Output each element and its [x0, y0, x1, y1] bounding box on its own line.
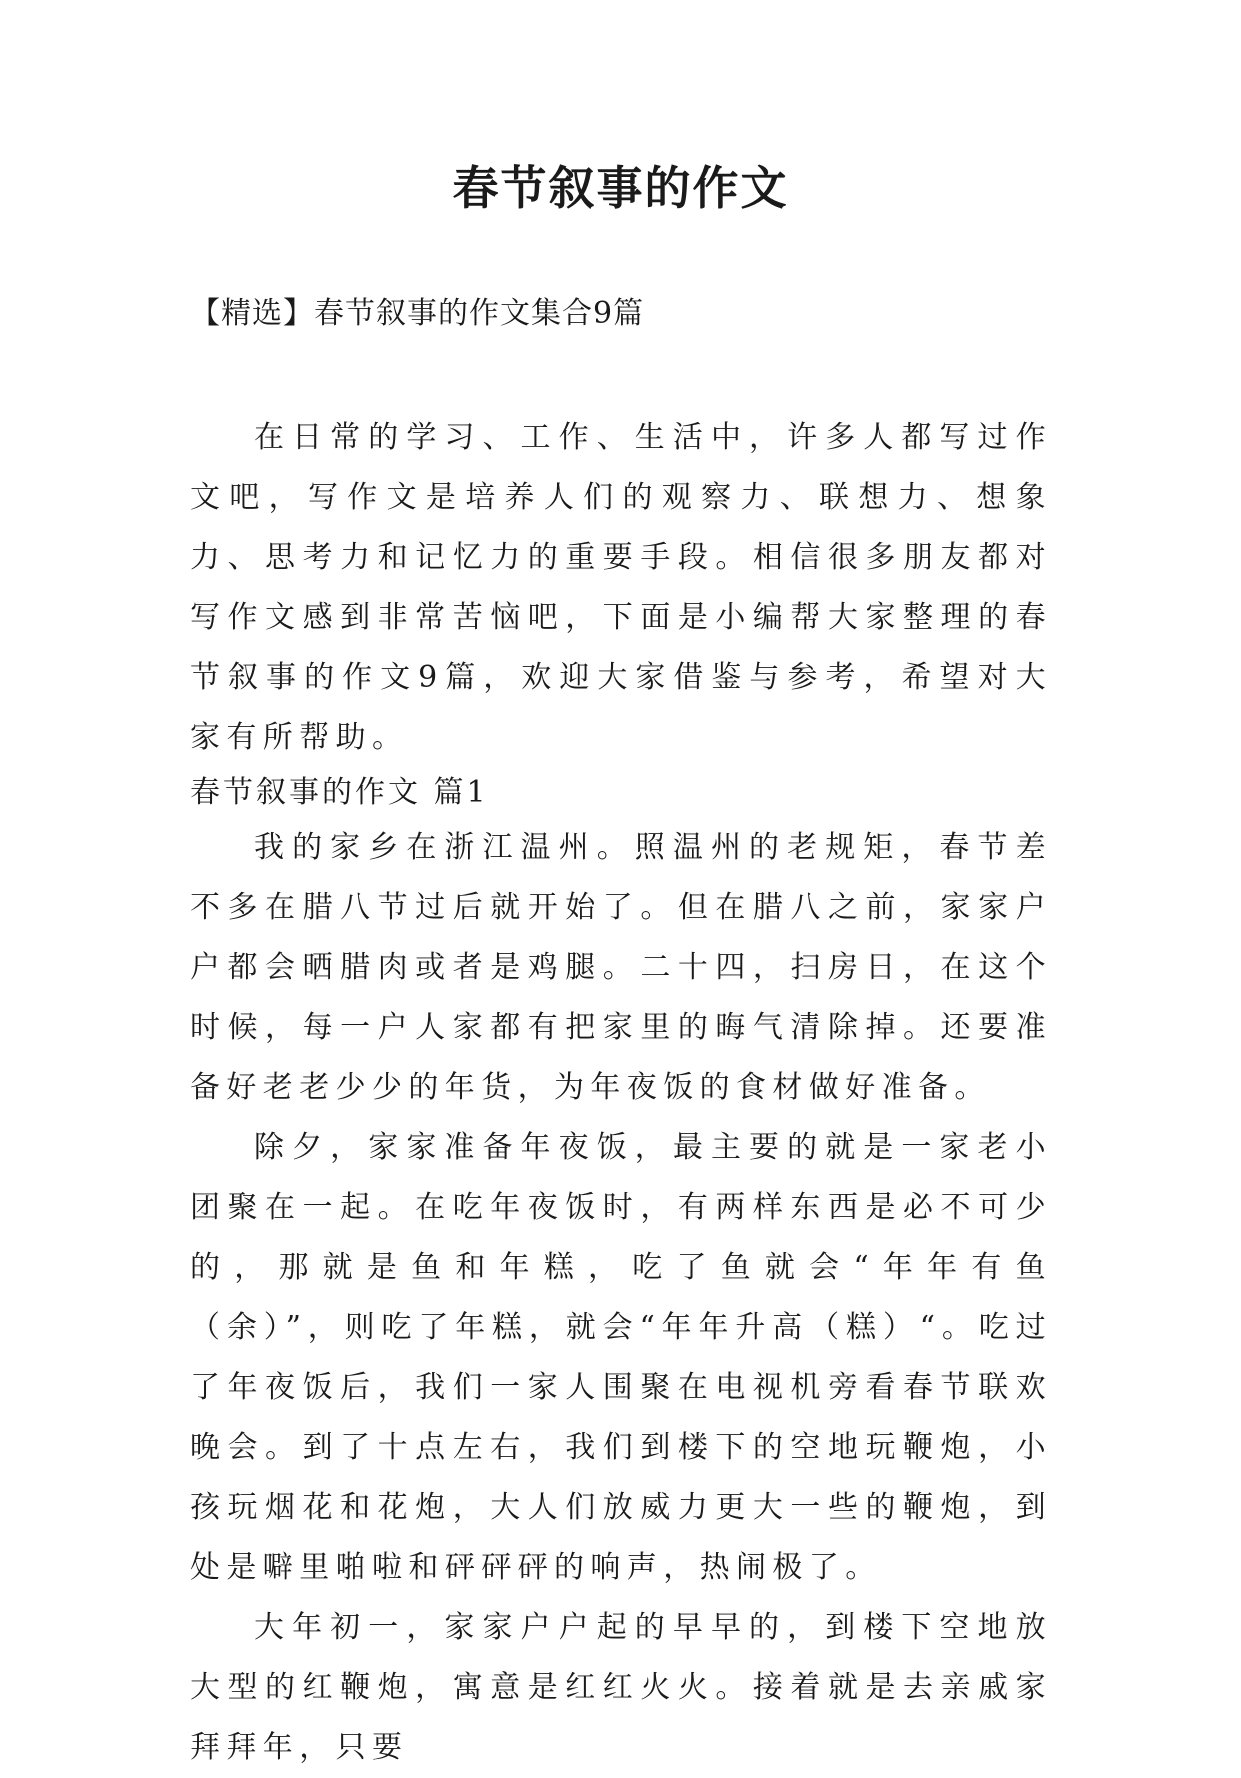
- body-paragraph-1: 我的家乡在浙江温州。照温州的老规矩，春节差不多在腊八节过后就开始了。但在腊八之前，家家户户都会晒腊肉或者是鸡腿。二十四，扫房日，在这个时候，每一户人家都有把家里的晦气清除掉。还要准备好老老少少的年货，为年夜饭的食材做好准备。: [190, 830, 1052, 1105]
- document-title: 春节叙事的作文: [452, 161, 789, 215]
- section-heading: 春节叙事的作文 篇1: [190, 775, 489, 810]
- document-subtitle: 【精选】春节叙事的作文集合9篇: [190, 296, 645, 331]
- intro-paragraph: 在日常的学习、工作、生活中，许多人都写过作文吧，写作文是培养人们的观察力、联想力、想象力、思考力和记忆力的重要手段。相信很多朋友都对写作文感到非常苦恼吧，下面是小编帮大家整理的春节叙事的作文9篇，欢迎大家借鉴与参考，希望对大家有所帮助。: [190, 420, 1052, 755]
- document-body: [190, 408, 1052, 1778]
- body-paragraph-3: 大年初一，家家户户起的早早的，到楼下空地放大型的红鞭炮，寓意是红红火火。接着就是去亲戚家拜拜年，只要: [190, 1610, 1052, 1765]
- body-paragraph-2: 除夕，家家准备年夜饭，最主要的就是一家老小团聚在一起。在吃年夜饭时，有两样东西是必不可少的，那就是鱼和年糕，吃了鱼就会“年年有鱼（余）”，则吃了年糕，就会“年年升高（糕）“。吃过了年夜饭后，我们一家人围聚在电视机旁看春节联欢晚会。到了十点左右，我们到楼下的空地玩鞭炮，小孩玩烟花和花炮，大人们放威力更大一些的鞭炮，到处是噼里啪啦和砰砰砰的响声，热闹极了。: [190, 1130, 1052, 1585]
